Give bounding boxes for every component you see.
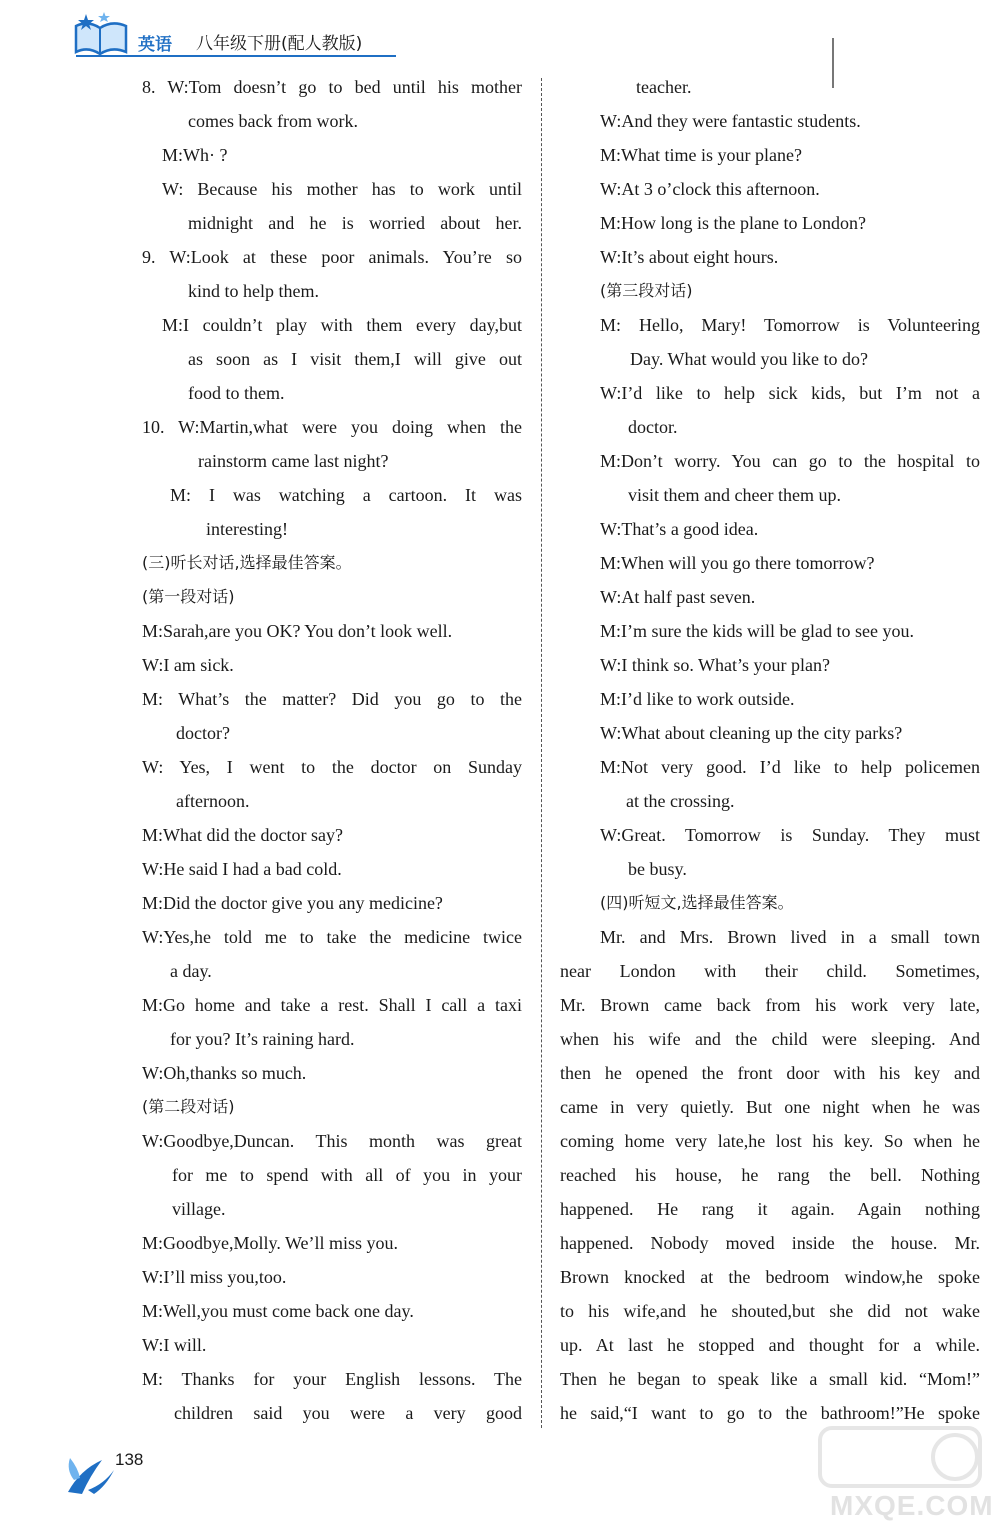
paragraph-line: to his wife,and he shouted,but she did not wake: [560, 1301, 980, 1321]
text-line: food to them.: [188, 383, 285, 403]
paragraph-line: then he opened the front door with his key and: [560, 1063, 980, 1083]
text-line: M:Don’t worry. You can go to the hospital to: [600, 451, 980, 471]
text-line: W:And they were fantastic students.: [600, 111, 861, 131]
subject-label: 英语: [138, 35, 172, 55]
text-line: W:I am sick.: [142, 655, 234, 675]
paragraph-line: Brown knocked at the bedroom window,he spoke: [560, 1267, 980, 1287]
grade-label: 八年级下册(配人教版): [196, 34, 363, 54]
section-heading: (四)听短文,选择最佳答案。: [600, 893, 794, 912]
text-line: W:Goodbye,Duncan. This month was great: [142, 1131, 522, 1151]
text-line: Day. What would you like to do?: [630, 349, 868, 369]
paragraph-line: Mr. Brown came back from his work very late,: [560, 995, 980, 1015]
text-line: midnight and he is worried about her.: [188, 213, 522, 233]
text-line: M:Well,you must come back one day.: [142, 1301, 414, 1321]
text-line: W:Yes,he told me to take the medicine twice: [142, 927, 522, 947]
left-column: [142, 70, 522, 1430]
page-number: 138: [115, 1450, 144, 1469]
text-line: rainstorm came last night?: [198, 451, 389, 471]
right-column: [560, 70, 980, 1430]
text-line: 10. W:Martin,what were you doing when the: [142, 417, 522, 437]
text-line: for you? It’s raining hard.: [170, 1029, 355, 1049]
text-line: M:I’m sure the kids will be glad to see you.: [600, 621, 914, 641]
text-line: W:I will.: [142, 1335, 207, 1355]
text-line: W:What about cleaning up the city parks?: [600, 723, 903, 743]
text-line: W:I’ll miss you,too.: [142, 1267, 287, 1287]
paragraph-line: reached his house, he rang the bell. Nothing: [560, 1165, 980, 1185]
text-line: W:At 3 o’clock this afternoon.: [600, 179, 820, 199]
text-line: 8. W:Tom doesn’t go to bed until his mother: [142, 77, 522, 97]
text-line: a day.: [170, 961, 212, 981]
text-line: W: Because his mother has to work until: [162, 179, 522, 199]
text-line: M:What did the doctor say?: [142, 825, 343, 845]
text-line: at the crossing.: [626, 791, 735, 811]
paragraph-line: when his wife and the child were sleeping. And: [560, 1029, 980, 1049]
text-line: doctor.: [628, 417, 678, 437]
text-line: M:I couldn’t play with them every day,but: [162, 315, 522, 335]
paragraph-line: up. At last he stopped and thought for a while.: [560, 1335, 980, 1355]
paragraph-line: happened. He rang it again. Again nothing: [560, 1199, 980, 1219]
section-heading: (三)听长对话,选择最佳答案。: [142, 553, 352, 572]
text-line: comes back from work.: [188, 111, 358, 131]
text-line: for me to spend with all of you in your: [172, 1165, 522, 1185]
paragraph-line: Mr. and Mrs. Brown lived in a small town: [600, 927, 980, 947]
column-divider: [541, 78, 542, 1428]
paragraph-line: happened. Nobody moved inside the house. Mr.: [560, 1233, 980, 1253]
text-line: W:I think so. What’s your plan?: [600, 655, 830, 675]
text-line: W:I’d like to help sick kids, but I’m not a: [600, 383, 980, 403]
paragraph-line: he said,“I want to go to the bathroom!”He spoke: [560, 1403, 980, 1423]
text-line: teacher.: [636, 77, 692, 97]
text-line: be busy.: [628, 859, 687, 879]
text-line: kind to help them.: [188, 281, 319, 301]
text-line: afternoon.: [176, 791, 250, 811]
text-line: M: What’s the matter? Did you go to the: [142, 689, 522, 709]
text-line: M:Goodbye,Molly. We’ll miss you.: [142, 1233, 399, 1253]
text-line: children said you were a very good: [174, 1403, 522, 1423]
watermark-url: MXQE.COM: [830, 1490, 994, 1521]
paragraph-line: Then he began to speak like a small kid. “Mom!”: [560, 1369, 980, 1389]
dialogue-heading: (第二段对话): [142, 1097, 235, 1116]
text-line: M:How long is the plane to London?: [600, 213, 866, 233]
dialogue-heading: (第三段对话): [600, 281, 693, 300]
dialogue-heading: (第一段对话): [142, 587, 235, 606]
text-line: visit them and cheer them up.: [628, 485, 841, 505]
text-line: interesting!: [206, 519, 288, 539]
text-line: W:At half past seven.: [600, 587, 756, 607]
text-line: 9. W:Look at these poor animals. You’re so: [142, 247, 522, 267]
text-line: W:Great. Tomorrow is Sunday. They must: [600, 825, 980, 845]
text-line: M:Did the doctor give you any medicine?: [142, 893, 443, 913]
page-header: [0, 0, 1000, 70]
text-line: M:What time is your plane?: [600, 145, 802, 165]
text-line: doctor?: [176, 723, 230, 743]
text-line: W: Yes, I went to the doctor on Sunday: [142, 757, 522, 777]
text-line: M:Go home and take a rest. Shall I call a taxi: [142, 995, 522, 1015]
text-line: W:Oh,thanks so much.: [142, 1063, 307, 1083]
paragraph-line: near London with their child. Sometimes,: [560, 961, 980, 981]
paragraph-line: coming home very late,he lost his key. So when he: [560, 1131, 980, 1151]
text-line: as soon as I visit them,I will give out: [188, 349, 522, 369]
paragraph-line: came in very quietly. But one night when he was: [560, 1097, 980, 1117]
text-line: W:It’s about eight hours.: [600, 247, 779, 267]
text-line: W:That’s a good idea.: [600, 519, 759, 539]
text-line: M:I’d like to work outside.: [600, 689, 795, 709]
text-line: M:Wh· ?: [162, 145, 228, 165]
text-line: M: Hello, Mary! Tomorrow is Volunteering: [600, 315, 980, 335]
text-line: village.: [172, 1199, 226, 1219]
header-rule: [76, 55, 396, 57]
text-line: M: Thanks for your English lessons. The: [142, 1369, 522, 1389]
leaf-decoration-icon: [60, 1440, 120, 1500]
text-line: M:Not very good. I’d like to help policemen: [600, 757, 980, 777]
text-line: M: I was watching a cartoon. It was: [170, 485, 522, 505]
text-line: W:He said I had a bad cold.: [142, 859, 342, 879]
text-line: M:When will you go there tomorrow?: [600, 553, 875, 573]
text-line: M:Sarah,are you OK? You don’t look well.: [142, 621, 453, 641]
